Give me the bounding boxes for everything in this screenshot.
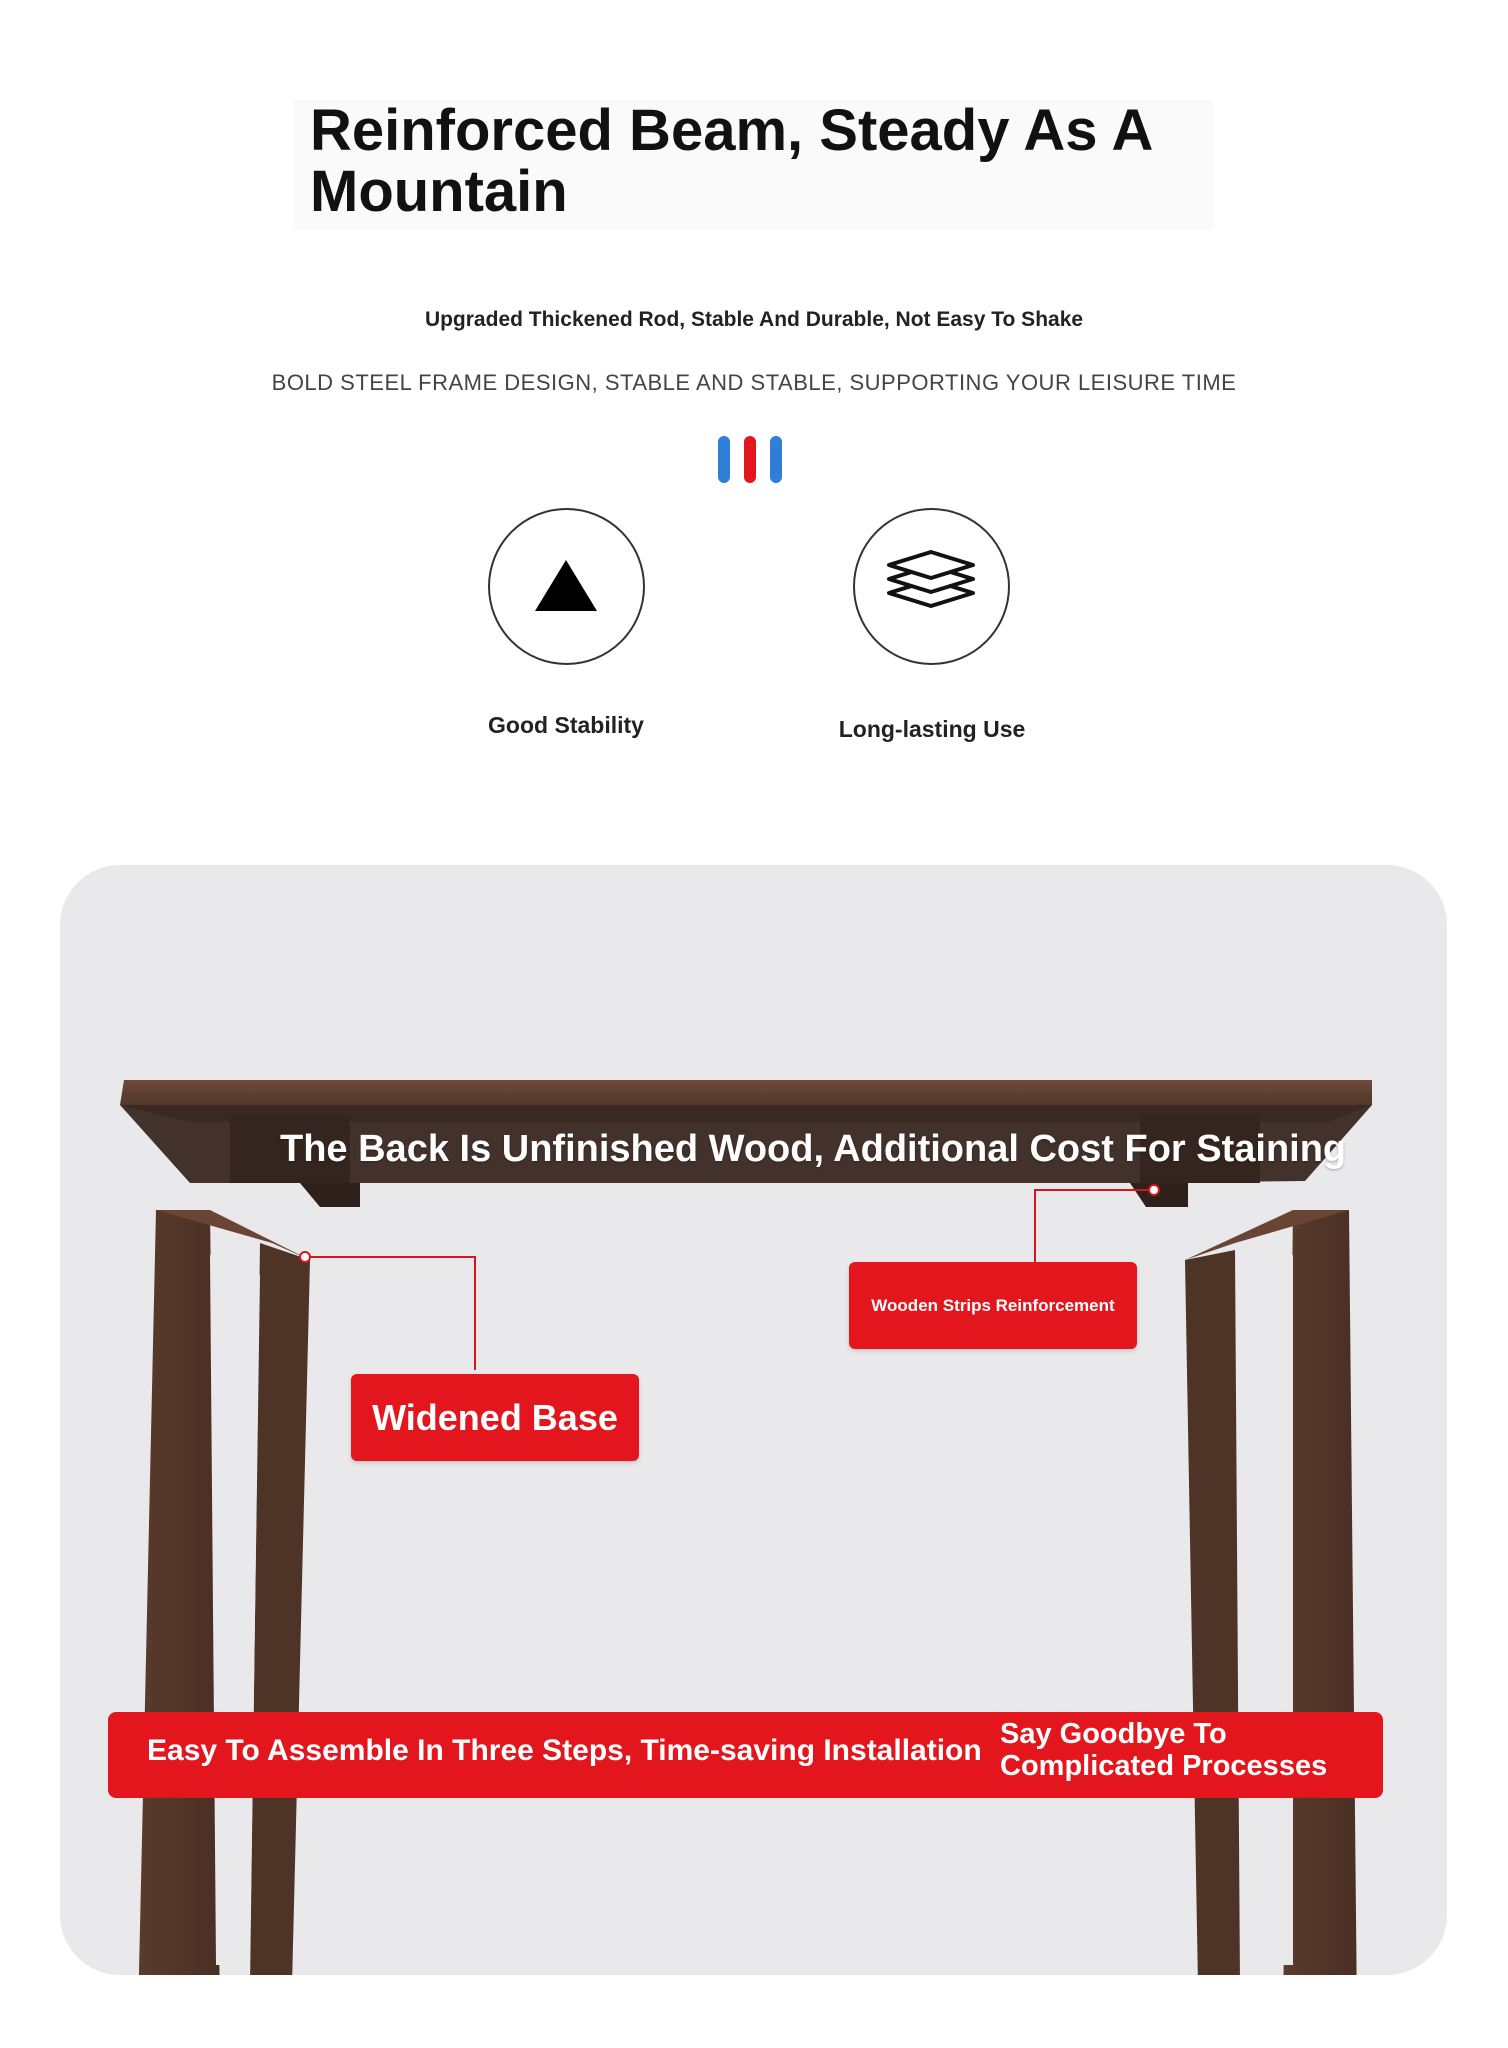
stability-feature-circle	[488, 508, 645, 665]
assembly-banner-text: Easy To Assemble In Three Steps, Time-saving Installation	[147, 1734, 982, 1767]
layers-icon	[855, 510, 1008, 663]
table-illustration	[60, 865, 1447, 1975]
callout-dot-strips	[1149, 1185, 1159, 1195]
tagline: BOLD STEEL FRAME DESIGN, STABLE AND STABLE, SUPPORTING YOUR LEISURE TIME	[271, 370, 1237, 395]
page-title: Reinforced Beam, Steady As A Mountain	[310, 98, 1152, 224]
product-image-panel	[60, 865, 1447, 1975]
left-leg	[138, 1210, 310, 1975]
feature-label-stability: Good Stability	[488, 712, 644, 738]
assembly-banner-slogan: Say Goodbye To Complicated Processes	[1000, 1718, 1328, 1782]
callout-widened-base: Widened Base	[351, 1374, 639, 1461]
decorative-bar-blue-left	[718, 436, 730, 483]
callout-dot-base	[300, 1252, 310, 1262]
feature-label-durability: Long-lasting Use	[838, 716, 1026, 742]
decorative-bar-blue-right	[770, 436, 782, 483]
subtitle: Upgraded Thickened Rod, Stable And Durable, Not Easy To Shake	[424, 308, 1084, 331]
triangle-icon	[490, 510, 643, 663]
decorative-bar-red	[744, 436, 756, 483]
staining-notice: The Back Is Unfinished Wood, Additional Cost For Staining	[280, 1128, 1347, 1170]
right-leg	[1185, 1210, 1357, 1975]
callout-wooden-strips: Wooden Strips Reinforcement	[849, 1262, 1137, 1349]
durability-feature-circle	[853, 508, 1010, 665]
